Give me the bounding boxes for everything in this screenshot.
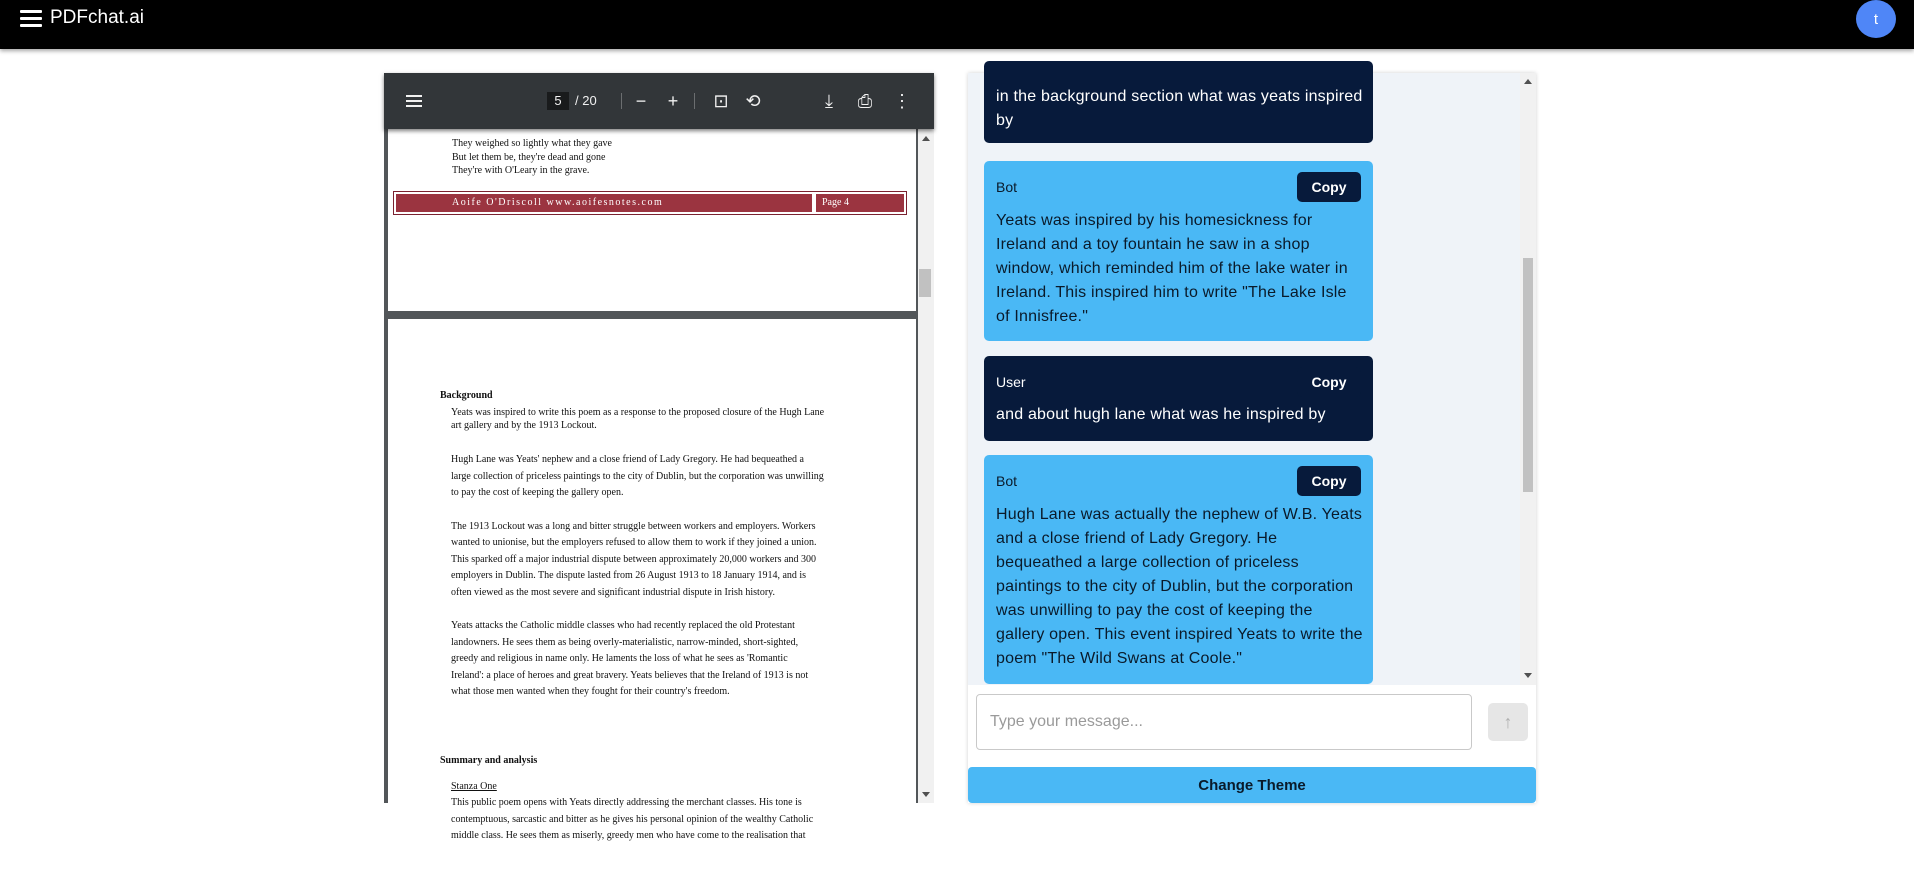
message-text: Yeats was inspired by his homesickness for Ireland and a toy fountain he saw in a shop window, which reminded him of the lake water in Ireland. This inspired him to write "The Lake Isle of Innisfree." [996,212,1348,325]
paragraph-line: art gallery and by the 1913 Lockout. [451,420,597,431]
page4-line: They weighed so lightly what they gave [452,138,612,149]
paragraph-line: The 1913 Lockout was a long and bitter struggle between workers and employers. Workers [451,521,816,532]
paragraph-line: greedy and religious in name only. He laments the loss of what he sees as 'Romantic [451,653,788,664]
chat-message-user [984,356,1373,441]
footer-page-number: Page 4 [816,194,904,212]
chat-message-bot [984,455,1373,684]
pdf-scrollbar[interactable] [918,129,934,803]
menu-icon[interactable] [406,95,422,107]
message-role: User [996,374,1026,390]
paragraph-line: contemptuous, sarcastic and bitter as he gives his personal opinion of the wealthy Catholic [451,814,814,825]
page4-line: But let them be, they're dead and gone [452,152,606,163]
paragraph-line: what those men wanted when they fought for their country's freedom. [451,686,730,697]
message-text: and about hugh lane what was he inspired by [996,406,1326,423]
pdf-viewer [384,73,934,841]
section-heading: Background [440,390,493,401]
paragraph-line: Yeats attacks the Catholic middle classes who had recently replaced the old Protestant [451,620,795,631]
scroll-down-arrow-icon[interactable] [1524,673,1532,678]
page-number-input[interactable]: 5 [547,92,569,110]
app-bar [0,0,1914,49]
zoom-out-icon[interactable]: − [635,91,647,111]
app-title: PDFchat.ai [50,7,144,28]
toolbar-divider [621,93,622,109]
page-total: / 20 [575,93,597,108]
send-button[interactable]: ↑ [1488,703,1528,741]
page4-line: They're with O'Leary in the grave. [452,165,590,176]
paragraph-line: often viewed as the most severe and significant industrial dispute in Irish history. [451,587,776,598]
chat-message-bot [984,161,1373,341]
scroll-down-arrow-icon[interactable] [922,792,930,797]
copy-button[interactable]: Copy [1297,172,1361,202]
paragraph-line: Yeats was inspired to write this poem as a response to the proposed closure of the Hugh Lane [451,407,825,418]
chat-panel [968,73,1536,803]
print-icon[interactable]: ⎙ [857,91,873,111]
page-footer [393,191,907,215]
pdf-page-5 [388,319,916,839]
zoom-in-icon[interactable]: + [667,91,679,111]
message-input[interactable]: Type your message... [976,694,1472,750]
copy-button[interactable]: Copy [1297,367,1361,397]
message-role: Bot [996,473,1018,489]
download-icon[interactable]: ⤓ [825,91,833,111]
scroll-up-arrow-icon[interactable] [1524,79,1532,84]
paragraph-line: This public poem opens with Yeats directly addressing the merchant classes. His tone is [451,797,802,808]
footer-author: Aoife O'Driscoll www.aoifesnotes.com [396,194,812,212]
pdf-scrollbar-thumb[interactable] [919,269,931,297]
paragraph-line: middle class. He sees them as miserly, greedy men who have come to the realisation that [451,830,806,841]
paragraph-line: Ireland': a place of heroes and great bravery. Yeats believes that the Ireland of 1913 is not [451,670,809,681]
toolbar-divider [694,93,695,109]
paragraph-line: This sparked off a major industrial dispute between approximately 20,000 workers and 300 [451,554,817,565]
paragraph-line: wanted to unionise, but the employers refused to allow them to work if they joined a union. [451,537,817,548]
more-options-icon[interactable]: ⋮ [893,91,911,111]
hamburger-menu-icon[interactable] [18,8,44,30]
pdf-toolbar [384,73,934,129]
paragraph-line: large collection of priceless paintings to the city of Dublin, but the corporation was unwilling [451,471,824,482]
paragraph-line: landowners. He sees them as being overly-materialistic, narrow-minded, short-sighted, [451,637,799,648]
paragraph-line: employers in Dublin. The dispute lasted from 26 August 1913 to 18 January 1914, and is [451,570,807,581]
copy-button[interactable]: Copy [1297,466,1361,496]
chat-messages[interactable] [968,73,1536,685]
rotate-icon[interactable]: ⟲ [745,91,761,111]
pdf-pages[interactable] [384,129,934,841]
section-heading: Summary and analysis [440,755,538,766]
message-text: in the background section what was yeats inspired by [996,88,1363,129]
chat-scrollbar-thumb[interactable] [1523,258,1533,492]
scroll-up-arrow-icon[interactable] [922,136,930,141]
change-theme-button[interactable]: Change Theme [968,767,1536,803]
message-role: Bot [996,179,1018,195]
message-text: Hugh Lane was actually the nephew of W.B. Yeats and a close friend of Lady Gregory. He bequeathed a large collection of priceless paintings to the city of Dublin, but the corporation was unwilling to pay the cost of keeping the gallery open. This event inspired Yeats to write the poem "The Wild Swans at Coole." [996,506,1363,667]
paragraph-line: Hugh Lane was Yeats' nephew and a close friend of Lady Gregory. He had bequeathed a [451,454,804,465]
fit-page-icon[interactable]: ⊡ [713,91,729,111]
subheading: Stanza One [451,781,497,792]
chat-message-user [984,61,1373,143]
paragraph-line: to pay the cost of keeping the gallery open. [451,487,624,498]
user-avatar[interactable]: t [1856,0,1896,38]
